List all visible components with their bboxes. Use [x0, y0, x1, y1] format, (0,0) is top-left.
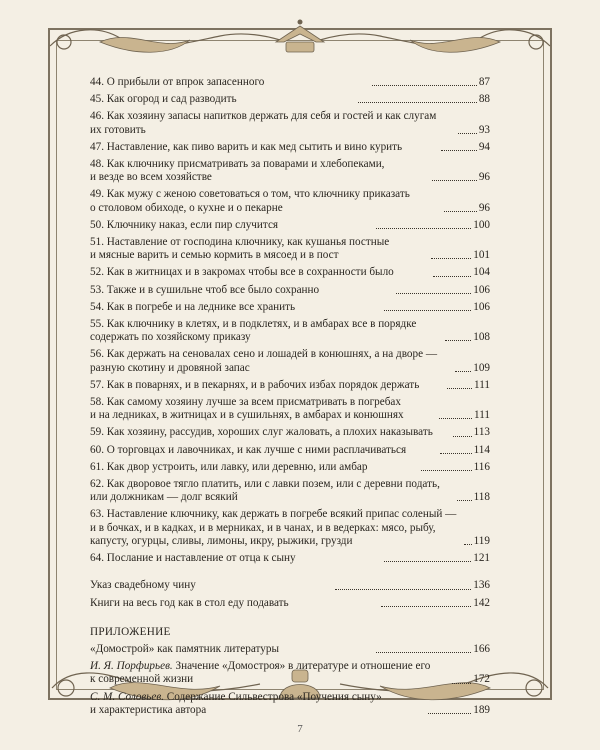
toc-entry-title: 60. О торговцах и лавочниках, и как лучше с ними расплачиваться [90, 443, 407, 456]
toc-entry[interactable] [90, 158, 490, 184]
leader-dots [444, 211, 477, 212]
toc-entry-title: 63. Наставление ключнику, как держать в погребе всякий припас соленый — и в бочках, и в кадках, и в мерниках, и в чанах, и в ведерках: мясо, рыбу, капусту, огурцы, сливы, лимоны, икру, рыжики, грузди [90, 508, 457, 547]
toc-entry-page: 121 [473, 552, 491, 565]
toc-entry-page: 106 [473, 300, 491, 313]
toc-entry-title: 57. Как в поварнях, и в пекарнях, и в рабочих избах порядок держать [90, 378, 420, 391]
toc-entry[interactable] [90, 110, 490, 136]
toc-entry-page: 142 [473, 596, 490, 609]
toc-entry-author: С. М. Соловьев. [90, 690, 164, 703]
table-of-contents [90, 76, 490, 721]
toc-entry-text: Значение «Домостроя» в литературе и отношение его к современной жизни [90, 660, 431, 686]
toc-entry-title: 61. Как двор устроить, или лавку, или деревню, или амбар [90, 460, 368, 473]
toc-entry-title: «Домострой» как памятник литературы [90, 642, 279, 655]
toc-entry-page: 119 [473, 534, 490, 547]
toc-entry[interactable] [90, 141, 490, 154]
toc-entry-title [90, 660, 450, 686]
toc-entry[interactable] [90, 301, 490, 314]
toc-entry-title: 59. Как хозяину, рассудив, хороших слуг жаловать, а плохих наказывать [90, 426, 433, 439]
toc-entry-page: 111 [474, 378, 490, 391]
leader-dots [432, 180, 477, 181]
toc-entry-title: 51. Наставление от господина ключнику, как кушанья постные и мясные варить и семью кормить в мясоед и в пост [90, 236, 390, 262]
toc-entry-title: 62. Как дворовое тягло платить, или с лавки позем, или с деревни подать, или должникам — долг всякий [90, 478, 440, 504]
toc-entry-page: 106 [473, 283, 491, 296]
toc-entry[interactable] [90, 552, 490, 565]
toc-entry-page: 118 [473, 491, 490, 504]
toc-entry-page: 100 [473, 218, 490, 231]
toc-entry-title: 50. Ключнику наказ, если пир случится [90, 218, 279, 231]
toc-entry[interactable] [90, 643, 490, 656]
leader-dots [376, 228, 472, 229]
leader-dots [457, 500, 472, 501]
toc-entry-title: 47. Наставление, как пиво варить и как мед сытить и вино курить [90, 140, 403, 153]
leader-dots [384, 561, 471, 562]
toc-entry-title: 49. Как мужу с женою советоваться о том, что ключнику приказать о столовом обиходе, о кухне и о пекарне [90, 188, 410, 214]
leader-dots [447, 388, 472, 389]
toc-entry-title: Книги на весь год как в стол еду подавать [90, 596, 289, 609]
toc-entry-page: 189 [473, 703, 491, 716]
toc-entry[interactable] [90, 597, 490, 610]
toc-entry-page: 101 [473, 249, 491, 262]
leader-dots [452, 683, 471, 684]
toc-entry-page: 96 [478, 201, 491, 214]
leader-dots [440, 453, 472, 454]
toc-entry-title: 52. Как в житницах и в закромах чтобы все в сохранности было [90, 266, 394, 279]
toc-entry-page: 136 [473, 579, 490, 592]
page-number: 7 [297, 723, 303, 735]
toc-entry[interactable] [90, 461, 490, 474]
toc-entry-title: 45. Как огород и сад разводить [90, 93, 237, 106]
toc-entry[interactable] [90, 396, 490, 422]
toc-entry-page: 114 [473, 443, 490, 456]
toc-entry[interactable] [90, 478, 490, 504]
toc-entry[interactable] [90, 444, 490, 457]
leader-dots [335, 589, 472, 590]
toc-entry[interactable] [90, 188, 490, 214]
toc-entry-page: 93 [478, 123, 490, 136]
leader-dots [428, 713, 472, 714]
toc-entry-page: 87 [478, 76, 491, 88]
toc-entry[interactable] [90, 691, 490, 717]
toc-entry-title: Указ свадебному чину [90, 579, 196, 592]
toc-entry-page: 111 [474, 409, 490, 422]
leader-dots [441, 150, 477, 151]
toc-entry-title: 44. О прибыли от впрок запасенного [90, 76, 265, 88]
toc-entry-page: 96 [478, 171, 491, 184]
toc-entry[interactable] [90, 284, 490, 297]
toc-entry[interactable] [90, 76, 490, 89]
toc-entry[interactable] [90, 348, 490, 374]
toc-entry[interactable] [90, 93, 490, 106]
toc-entry[interactable] [90, 579, 490, 592]
toc-entry-title: 48. Как ключнику присматривать за поварами и хлебопеками, и везде во всем хозяйстве [90, 158, 385, 184]
toc-entry-title: 53. Также и в сушильне чтоб все было сохранно [90, 283, 320, 296]
toc-entry[interactable] [90, 660, 490, 686]
toc-entry-title: 46. Как хозяину запасы напитков держать для себя и гостей и как слугам их готовить [90, 110, 437, 136]
toc-entry-page: 88 [478, 93, 490, 106]
leader-dots [372, 85, 477, 86]
leader-dots [464, 544, 472, 545]
toc-entry-page: 116 [473, 460, 490, 473]
toc-entry[interactable] [90, 426, 490, 439]
toc-entry[interactable] [90, 379, 490, 392]
leader-dots [421, 470, 472, 471]
leader-dots [458, 133, 477, 134]
leader-dots [396, 293, 471, 294]
toc-entry[interactable] [90, 236, 490, 262]
leader-dots [376, 652, 471, 653]
toc-entry-title [90, 691, 426, 717]
leader-dots [439, 418, 472, 419]
section-gap [90, 569, 490, 579]
toc-entry[interactable] [90, 508, 490, 548]
toc-entry-page: 113 [473, 426, 491, 439]
toc-entry[interactable] [90, 266, 490, 279]
toc-entry-title: 54. Как в погребе и на леднике все хранить [90, 300, 296, 313]
leader-dots [445, 340, 471, 341]
leader-dots [431, 258, 471, 259]
toc-entry-author: И. Я. Порфирьев. [90, 660, 173, 673]
leader-dots [381, 606, 471, 607]
toc-entry-page: 109 [473, 361, 491, 374]
toc-entry-title: 55. Как ключнику в клетях, и в подклетях, и в амбарах все в порядке содержать по хозяйскому приказу [90, 318, 417, 344]
appendix-heading: ПРИЛОЖЕНИЕ [90, 625, 171, 638]
top-ornament [40, 12, 560, 70]
toc-entry-title: 56. Как держать на сеновалах сено и лошадей в конюшнях, а на дворе — разную скотину и дровяной запас [90, 348, 438, 374]
leader-dots [358, 102, 477, 103]
toc-entry-page: 172 [473, 673, 491, 686]
toc-entry-page: 104 [473, 266, 490, 279]
toc-entry-title: 58. Как самому хозяину лучше за всем присматривать в погребах и на ледниках, в житницах и в сушильнях, в амбарах и конюшнях [90, 396, 404, 422]
toc-entry-page: 108 [473, 331, 490, 344]
toc-entry[interactable] [90, 318, 490, 344]
leader-dots [453, 436, 471, 437]
leader-dots [384, 310, 471, 311]
toc-entry-title: 64. Послание и наставление от отца к сыну [90, 552, 296, 565]
leader-dots [455, 371, 471, 372]
toc-entry[interactable] [90, 219, 490, 232]
section-gap [90, 614, 490, 624]
toc-entry-page: 94 [478, 140, 491, 153]
toc-entry-text: Содержание Сильвестрова «Поучения сыну» и характеристика автора [90, 690, 382, 716]
leader-dots [433, 276, 471, 277]
toc-entry-page: 166 [473, 642, 490, 655]
